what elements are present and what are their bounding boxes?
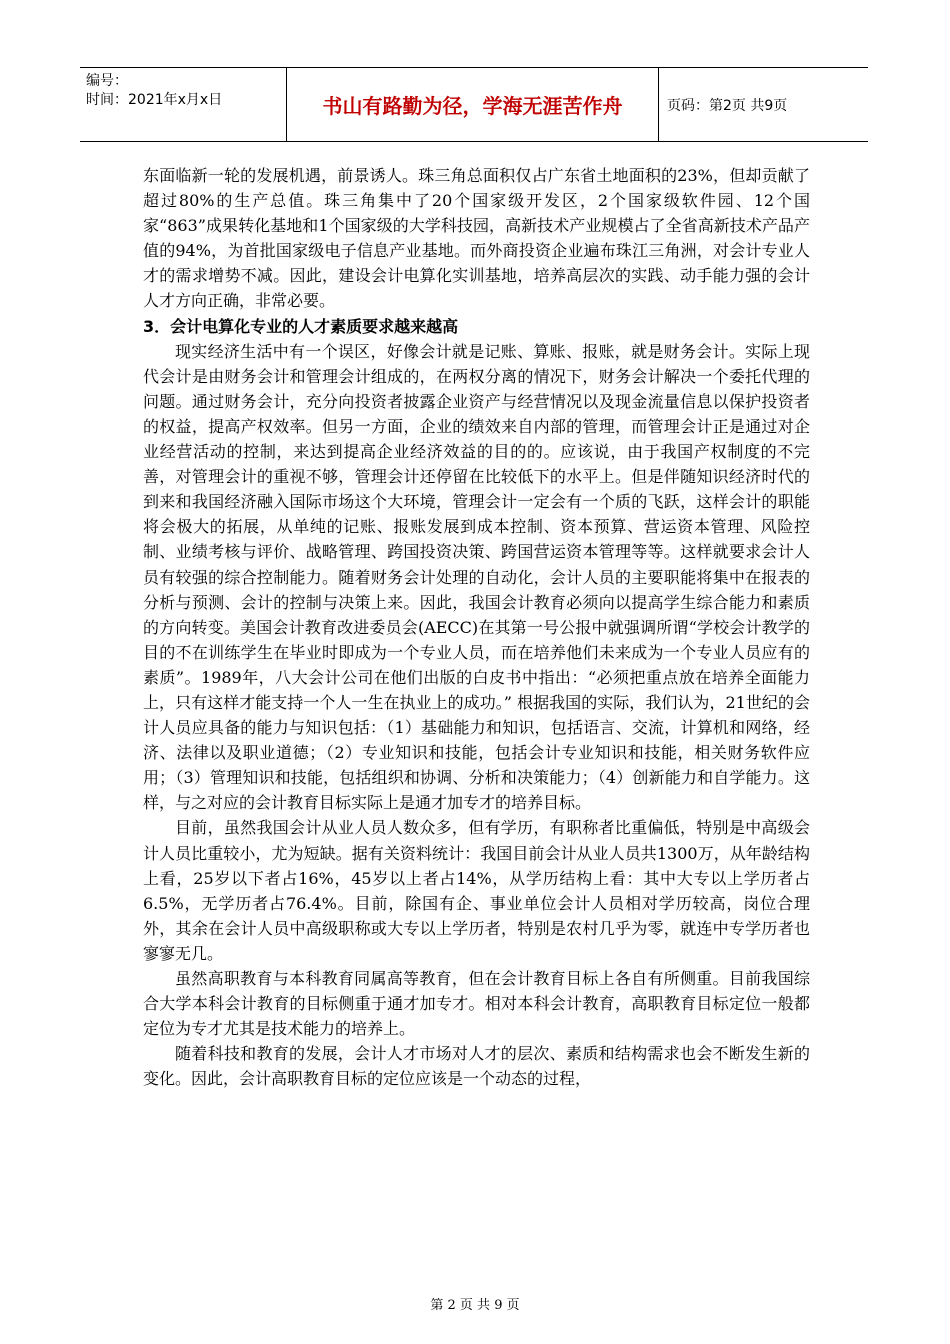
page-header	[80, 67, 868, 142]
page-footer: 第 2 页 共 9 页	[430, 1298, 520, 1313]
paragraph-1: 东面临新一轮的发展机遇，前景诱人。珠三角总面积仅占广东省土地面积的23%，但却贡献了超过80%的生产总值。珠三角集中了20个国家级开发区，2个国家级软件园、12个国家“863”成果转化基地和1个国家级的大学科技园，高新技术产业规模占了全省高新技术产品产值的94%，为首批国家级电子信息产业基地。而外商投资企业遍布珠江三角洲，对会计专业人才的需求增势不减。因此，建设会计电算化实训基地，培养高层次的实践、动手能力强的会计人才方向正确，非常必要。	[143, 166, 810, 311]
section-heading: 3．会计电算化专业的人才素质要求越来越高	[143, 316, 459, 336]
header-page-info: 页码：第2页 共9页	[667, 97, 788, 114]
time-label: 时间：2021年x月x日	[86, 92, 223, 108]
paragraph-4: 虽然高职教育与本科教育同属高等教育，但在会计教育目标上各自有所侧重。目前我国综合大学本科会计教育的目标侧重于通才加专才。相对本科会计教育，高职教育目标定位一般都定位为专才尤其是技术能力的培养上。	[143, 969, 810, 1039]
header-motto: 书山有路勤为径，学海无涯苦作舟	[287, 68, 659, 141]
paragraph-5: 随着科技和教育的发展，会计人才市场对人才的层次、素质和结构需求也会不断发生新的变化。因此，会计高职教育目标的定位应该是一个动态的过程，	[143, 1044, 810, 1089]
paragraph-3: 目前，虽然我国会计从业人员人数众多，但有学历，有职称者比重偏低，特别是中高级会计人员比重较小，尤为短缺。据有关资料统计：我国目前会计从业人员共1300万，从年龄结构上看，25岁以下者占16%，45岁以上者占14%，从学历结构上看：其中大专以上学历者占6.5%，无学历者占76.4%。目前，除国有企、事业单位会计人员相对学历较高，岗位合理外，其余在会计人员中高级职称或大专以上学历者，特别是农村几乎为零，就连中专学历者也寥寥无几。	[143, 818, 810, 963]
header-meta	[80, 68, 287, 141]
paragraph-2: 现实经济生活中有一个误区，好像会计就是记账、算账、报账，就是财务会计。实际上现代会计是由财务会计和管理会计组成的，在两权分离的情况下，财务会计解决一个委托代理的问题。通过财务会计，充分向投资者披露企业资产与经营情况以及现金流量信息以保护投资者的权益，提高产权效率。但另一方面，企业的绩效来自内部的管理，而管理会计正是通过对企业经营活动的控制，来达到提高企业经济效益的目的的。应该说，由于我国产权制度的不完善，对管理会计的重视不够，管理会计还停留在比较低下的水平上。但是伴随知识经济时代的到来和我国经济融入国际市场这个大环境，管理会计一定会有一个质的飞跃，这样会计的职能将会极大的拓展，从单纯的记账、报账发展到成本控制、资本预算、营运资本管理、风险控制、业绩考核与评价、战略管理、跨国投资决策、跨国营运资本管理等等。这样就要求会计人员有较强的综合控制能力。随着财务会计处理的自动化，会计人员的主要职能将集中在报表的分析与预测、会计的控制与决策上来。因此，我国会计教育必须向以提高学生综合能力和素质的方向转变。美国会计教育改进委员会(AECC)在其第一号公报中就强调所谓“学校会计教学的目的不在训练学生在毕业时即成为一个专业人员，而在培养他们未来成为一个专业人员应有的素质”。1989年，八大会计公司在他们出版的白皮书中指出：“必须把重点放在培养全面能力上，只有这样才能支持一个人一生在执业上的成功。” 根据我国的实际，我们认为，21世纪的会计人员应具备的能力与知识包括：（1）基础能力和知识，包括语言、交流，计算机和网络，经济、法律以及职业道德；（2）专业知识和技能，包括会计专业知识和技能，相关财务软件应用；（3）管理知识和技能，包括组织和协调、分析和决策能力；（4）创新能力和自学能力。这样，与之对应的会计教育目标实际上是通才加专才的培养目标。	[143, 341, 810, 813]
document-body	[143, 163, 810, 1091]
number-label: 编号：	[86, 73, 128, 89]
